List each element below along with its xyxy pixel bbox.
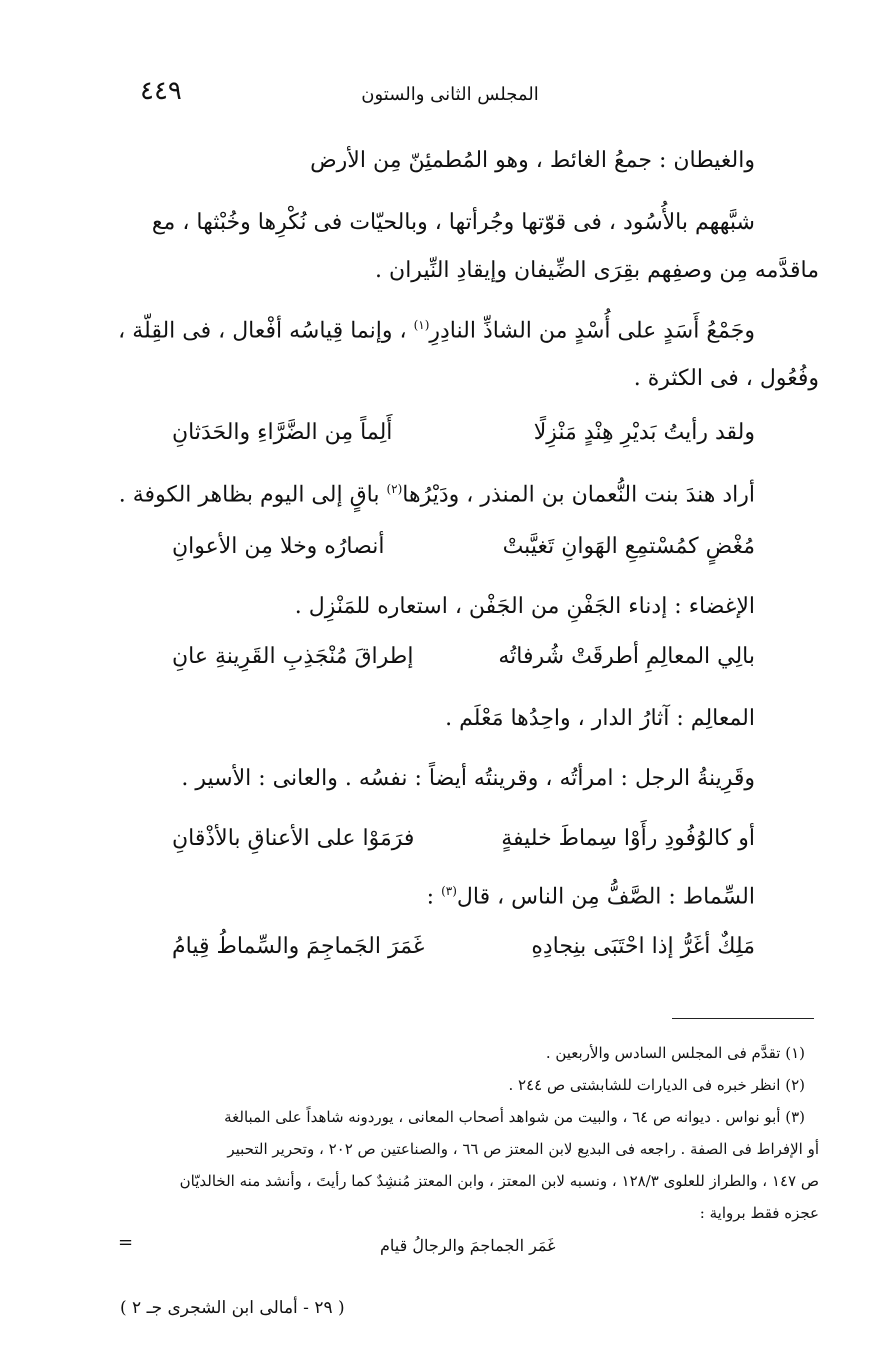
running-title: المجلس الثانى والستون [361, 84, 539, 105]
footnote-3-line-1: (٣) أبو نواس . ديوانه ص ٦٤ ، والبيت من شواهد أصحاب المعانى ، يوردونه شاهداً على المبالغة [224, 1108, 805, 1126]
body-line-3: ماقدَّمه مِن وصفِهم بقِرَى الضِّيفان وإيقادِ النِّيران . [375, 258, 819, 283]
footnote-3-line-2: أو الإفراط فى الصفة . راجعه فى البديع لابن المعتز ص ٦٦ ، والصناعتين ص ٢٠٢ ، وتحرير التحبير [227, 1140, 819, 1158]
body-line-4-rest: ، وإنما قِياسُه أفْعال ، فى القِلّة ، [118, 318, 414, 344]
body-line-4 [118, 318, 755, 345]
body-line-9: وقَرِينةُ الرجل : امرأتُه ، وقرينتُه أيضاً : نفسُه . والعانى : الأسير . [181, 766, 755, 791]
footnote-3-line-4: عجزه فقط برواية : [699, 1204, 819, 1222]
body-line-6 [119, 482, 755, 509]
body-line-8: المعالِم : آثارُ الدار ، واحِدُها مَعْلَم . [445, 706, 755, 731]
verse-5-first-hemistich: مَلِكٌ أغَرُّ إذا احْتَبَى بنِجادِهِ [531, 934, 755, 959]
body-line-10-rest: : [426, 884, 442, 910]
verse-5-second-hemistich: غَمَرَ الجَماجِمَ والسِّماطُ قِيامُ [172, 934, 425, 959]
verse-1-first-hemistich: ولقد رأيتُ بَديْرِ هِنْدٍ مَنْزِلًا [533, 420, 755, 445]
body-line-1: والغيطان : جمعُ الغائط ، وهو المُطمئِنّ مِن الأرض [310, 148, 755, 173]
verse-4-first-hemistich: أو كالوُفُودِ رأَوْا سِماطَ خليفةٍ [501, 826, 755, 851]
body-line-4-text: وجَمْعُ أَسَدٍ على أُسْدٍ من الشاذِّ النادِرِ [429, 318, 755, 344]
footnote-3-verse: غَمَر الجماجمَ والرجالُ قيام [380, 1236, 556, 1255]
page-number: ٤٤٩ [140, 76, 182, 106]
verse-3-second-hemistich: إطراقَ مُنْجَذِبِ القَرِينةِ عانِ [172, 644, 414, 669]
verse-4-second-hemistich: فرَمَوْا على الأعناقِ بالأذْقانِ [172, 826, 415, 851]
verse-2-second-hemistich: أنصارُه وخلا مِن الأعوانِ [172, 534, 385, 559]
body-line-6-rest: باقٍ إلى اليوم بظاهر الكوفة . [118, 482, 387, 508]
body-line-5: وفُعُول ، فى الكثرة . [633, 366, 819, 391]
footnote-ref-3: (٣) [441, 884, 457, 898]
verse-2-first-hemistich: مُغْضٍ كمُسْتمِعِ الهَوانِ تَغيَّبتْ [502, 534, 755, 559]
body-line-10 [427, 884, 755, 911]
body-line-7: الإغضاء : إدناء الجَفْنِ من الجَفْن ، استعاره للمَنْزِل . [294, 594, 755, 619]
footnote-3-line-3: ص ١٤٧ ، والطراز للعلوى ١٢٨/٣ ، ونسبه لابن المعتز ، وابن المعتز مُنشِدٌ كما رأيتَ ، وأنشد منه الخالديّان [179, 1172, 819, 1190]
signature-line: ( ٢٩ - أمالى ابن الشجرى جـ ٢ ) [120, 1298, 345, 1318]
footnote-2: (٢) انظر خبره فى الديارات للشابشتى ص ٢٤٤ . [508, 1076, 805, 1094]
footnote-1: (١) تقدَّم فى المجلس السادس والأربعين . [545, 1044, 805, 1062]
page-header [140, 70, 740, 110]
body-line-10-text: السِّماط : الصَّفُّ مِن الناس ، قال [456, 884, 755, 910]
body-line-6-text: أراد هندَ بنت النُّعمان بن المنذر ، ودَيْرُها [402, 482, 755, 508]
continuation-mark: = [118, 1232, 134, 1253]
footnote-ref-2: (٢) [386, 482, 403, 496]
verse-1-second-hemistich: أَلِماً مِن الضَّرَّاءِ والحَدَثانِ [172, 420, 393, 445]
footnote-ref-1: (١) [413, 318, 430, 332]
footnote-separator [672, 1018, 814, 1019]
body-line-2: شبَّههم بالأُسُود ، فى قوّتها وجُرأتها ، وبالحيّات فى نُكْرِها وخُبْثها ، مع [151, 210, 755, 235]
verse-3-first-hemistich: بالِي المعالِمِ أطرقَتْ شُرفاتُه [498, 644, 755, 669]
